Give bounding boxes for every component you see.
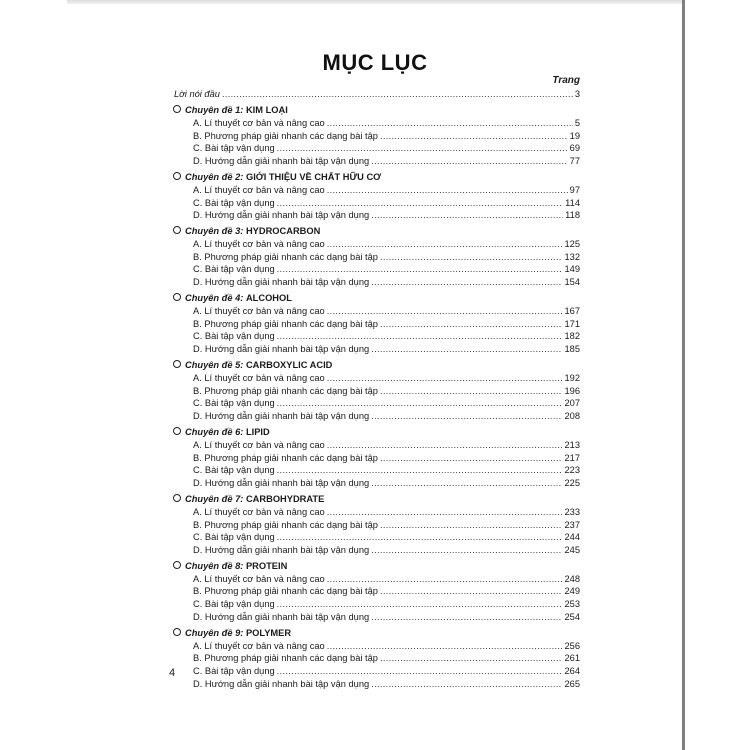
toc-entry-page: 149 bbox=[564, 264, 580, 275]
toc-entry-label: A. Lí thuyết cơ bản và nâng cao bbox=[193, 439, 325, 450]
toc-entry bbox=[173, 142, 580, 155]
leader-dots bbox=[371, 276, 562, 289]
toc-entry-page: 97 bbox=[569, 184, 580, 195]
circle-bullet-icon bbox=[173, 360, 181, 368]
circle-bullet-icon bbox=[173, 628, 181, 636]
toc-entry bbox=[173, 519, 580, 532]
toc-entry-page: 265 bbox=[564, 678, 580, 689]
leader-dots bbox=[371, 155, 567, 168]
leader-dots bbox=[371, 678, 562, 691]
leader-dots bbox=[380, 251, 563, 264]
toc-entry-label: C. Bài tập vận dụng bbox=[193, 532, 275, 543]
toc-entry-page: 237 bbox=[564, 519, 580, 530]
toc-entry-page: 77 bbox=[569, 155, 580, 166]
toc-entry-label: D. Hướng dẫn giải nhanh bài tập vận dụng bbox=[193, 155, 370, 166]
toc-entry bbox=[173, 652, 580, 665]
toc-entry bbox=[173, 506, 580, 519]
toc-entry-label: D. Hướng dẫn giải nhanh bài tập vận dụng bbox=[193, 344, 370, 355]
toc-entry bbox=[173, 197, 580, 210]
toc-entry bbox=[173, 385, 580, 398]
toc-entry-label: C. Bài tập vận dụng bbox=[193, 666, 275, 677]
page-top-shadow bbox=[67, 0, 683, 4]
toc-entry bbox=[173, 477, 580, 490]
toc-entry-page: 254 bbox=[564, 611, 580, 622]
toc-entry-page: 261 bbox=[564, 653, 580, 664]
toc-entry-label: B. Phương pháp giải nhanh các dạng bài tập bbox=[193, 385, 378, 396]
chapter-name: GIỚI THIỆU VỀ CHẤT HỮU CƠ bbox=[245, 171, 382, 182]
toc-entry-page: 244 bbox=[564, 532, 580, 543]
chapter-name: CARBOXYLIC ACID bbox=[245, 359, 333, 370]
leader-dots bbox=[327, 573, 563, 586]
toc-entry-label: B. Phương pháp giải nhanh các dạng bài tập bbox=[193, 318, 378, 329]
chapter-heading bbox=[173, 171, 580, 184]
toc-entry-label: A. Lí thuyết cơ bản và nâng cao bbox=[193, 506, 325, 517]
chapter-name: PROTEIN bbox=[245, 560, 288, 571]
toc-entry bbox=[173, 598, 580, 611]
toc-entry-page: 233 bbox=[564, 506, 580, 517]
toc-entry-page: 118 bbox=[565, 210, 580, 221]
leader-dots bbox=[380, 519, 563, 532]
toc-entry bbox=[173, 251, 580, 264]
toc-entry bbox=[173, 439, 580, 452]
toc-entry bbox=[173, 209, 580, 222]
toc-entry-label: Lời nói đầu bbox=[174, 89, 220, 99]
chapter-prefix: Chuyên đề 5: bbox=[185, 359, 244, 370]
toc-entry-page: 19 bbox=[569, 130, 580, 141]
toc-entry bbox=[173, 276, 580, 289]
toc-entry-label: C. Bài tập vận dụng bbox=[193, 264, 275, 275]
toc-entry-label: A. Lí thuyết cơ bản và nâng cao bbox=[193, 117, 325, 128]
toc-entry bbox=[173, 184, 580, 197]
toc-entry-label: B. Phương pháp giải nhanh các dạng bài tập bbox=[193, 653, 378, 664]
toc-entry-page: 182 bbox=[564, 331, 580, 342]
leader-dots bbox=[327, 184, 568, 197]
leader-dots bbox=[380, 452, 563, 465]
toc-entry-label: D. Hướng dẫn giải nhanh bài tập vận dụng bbox=[193, 210, 370, 221]
toc-entry-label: B. Phương pháp giải nhanh các dạng bài tập bbox=[193, 519, 378, 530]
toc-entry-label: D. Hướng dẫn giải nhanh bài tập vận dụng bbox=[193, 544, 370, 555]
circle-bullet-icon bbox=[173, 226, 181, 234]
page-right-edge bbox=[682, 0, 685, 750]
toc-entry-label: D. Hướng dẫn giải nhanh bài tập vận dụng bbox=[193, 678, 370, 689]
toc-entry-label: C. Bài tập vận dụng bbox=[193, 398, 275, 409]
chapter-heading bbox=[173, 493, 580, 506]
chapter-name: HYDROCARBON bbox=[245, 225, 321, 236]
chapter-heading bbox=[173, 292, 580, 305]
toc-entry bbox=[173, 330, 580, 343]
toc-entry bbox=[173, 678, 580, 691]
toc-entry-label: A. Lí thuyết cơ bản và nâng cao bbox=[193, 573, 325, 584]
toc-entry-label: A. Lí thuyết cơ bản và nâng cao bbox=[193, 184, 325, 195]
toc-entry-label: C. Bài tập vận dụng bbox=[193, 465, 275, 476]
leader-dots bbox=[277, 665, 563, 678]
leader-dots bbox=[277, 464, 563, 477]
leader-dots bbox=[371, 477, 562, 490]
toc-entry-page: 225 bbox=[564, 477, 580, 488]
circle-bullet-icon bbox=[173, 293, 181, 301]
toc-entry-label: D. Hướng dẫn giải nhanh bài tập vận dụng bbox=[193, 477, 370, 488]
toc-entry-page: 154 bbox=[564, 277, 580, 288]
toc-entry-page: 264 bbox=[564, 666, 580, 677]
toc-entry bbox=[173, 238, 580, 251]
chapter-prefix: Chuyên đề 9: bbox=[185, 627, 244, 638]
toc-entry-label: D. Hướng dẫn giải nhanh bài tập vận dụng bbox=[193, 411, 370, 421]
leader-dots bbox=[380, 318, 563, 331]
table-of-contents bbox=[173, 88, 580, 690]
toc-entry-page: 114 bbox=[565, 197, 580, 208]
chapter-heading bbox=[173, 560, 580, 573]
circle-bullet-icon bbox=[173, 561, 181, 569]
toc-entry-page: 213 bbox=[564, 439, 580, 450]
circle-bullet-icon bbox=[173, 427, 181, 435]
leader-dots bbox=[327, 506, 563, 519]
toc-entry-page: 125 bbox=[564, 239, 580, 250]
leader-dots bbox=[327, 640, 563, 653]
leader-dots bbox=[371, 544, 562, 557]
chapter-prefix: Chuyên đề 3: bbox=[185, 225, 244, 236]
toc-entry-page: 196 bbox=[564, 385, 580, 396]
leader-dots bbox=[371, 209, 563, 222]
leader-dots bbox=[277, 598, 563, 611]
chapter-prefix: Chuyên đề 4: bbox=[185, 292, 244, 303]
circle-bullet-icon bbox=[173, 105, 181, 113]
toc-entry-page: 3 bbox=[574, 89, 580, 99]
toc-entry-page: 69 bbox=[569, 143, 580, 154]
toc-entry bbox=[173, 611, 580, 624]
chapter-prefix: Chuyên đề 7: bbox=[185, 493, 244, 504]
toc-entry-label: B. Phương pháp giải nhanh các dạng bài tập bbox=[193, 452, 378, 463]
leader-dots bbox=[380, 130, 568, 143]
toc-entry bbox=[173, 410, 580, 423]
toc-entry bbox=[173, 452, 580, 465]
toc-entry bbox=[173, 573, 580, 586]
toc-entry bbox=[173, 263, 580, 276]
leader-dots bbox=[277, 263, 563, 276]
toc-entry-page: 167 bbox=[564, 306, 580, 316]
chapter-heading bbox=[173, 104, 580, 117]
circle-bullet-icon bbox=[173, 494, 181, 502]
chapter-heading bbox=[173, 426, 580, 439]
toc-entry bbox=[173, 585, 580, 598]
toc-entry-label: A. Lí thuyết cơ bản và nâng cao bbox=[193, 372, 325, 383]
toc-entry bbox=[173, 665, 580, 678]
circle-bullet-icon bbox=[173, 172, 181, 180]
toc-entry bbox=[173, 531, 580, 544]
leader-dots bbox=[380, 585, 563, 598]
leader-dots bbox=[371, 611, 562, 624]
chapter-prefix: Chuyên đề 8: bbox=[185, 560, 244, 571]
toc-entry-page: 217 bbox=[564, 452, 580, 463]
toc-entry-page: 185 bbox=[564, 344, 580, 355]
page-title: MỤC LỤC bbox=[322, 50, 428, 75]
leader-dots bbox=[277, 197, 564, 210]
toc-entry-label: C. Bài tập vận dụng bbox=[193, 197, 275, 208]
toc-entry-page: 192 bbox=[564, 372, 580, 383]
leader-dots bbox=[371, 410, 562, 423]
leader-dots bbox=[327, 372, 563, 385]
toc-entry-label: C. Bài tập vận dụng bbox=[193, 599, 275, 610]
toc-entry bbox=[173, 305, 580, 318]
toc-entry-page: 5 bbox=[574, 117, 580, 128]
toc-entry bbox=[173, 544, 580, 557]
chapter-name: ALCOHOL bbox=[245, 292, 292, 303]
toc-entry bbox=[173, 318, 580, 331]
leader-dots bbox=[277, 142, 568, 155]
chapter-name: KIM LOẠI bbox=[245, 104, 288, 115]
leader-dots bbox=[371, 343, 562, 356]
leader-dots bbox=[380, 652, 563, 665]
toc-entry-page: 256 bbox=[564, 640, 580, 651]
toc-entry-page: 207 bbox=[564, 398, 580, 409]
toc-entry-page: 132 bbox=[564, 251, 580, 262]
leader-dots bbox=[327, 238, 563, 251]
chapter-name: POLYMER bbox=[245, 627, 292, 638]
toc-entry bbox=[173, 372, 580, 385]
chapter-prefix: Chuyên đề 6: bbox=[185, 426, 244, 437]
toc-entry-label: A. Lí thuyết cơ bản và nâng cao bbox=[193, 640, 325, 651]
chapter-name: LIPID bbox=[245, 426, 270, 437]
leader-dots bbox=[380, 385, 563, 398]
toc-entry-label: A. Lí thuyết cơ bản và nâng cao bbox=[193, 239, 325, 250]
chapter-name: CARBOHYDRATE bbox=[245, 493, 325, 504]
chapter-heading bbox=[173, 225, 580, 238]
toc-entry-page: 223 bbox=[564, 465, 580, 476]
toc-entry bbox=[173, 117, 580, 130]
leader-dots bbox=[327, 439, 563, 452]
page-number: 4 bbox=[169, 667, 176, 679]
toc-entry-label: D. Hướng dẫn giải nhanh bài tập vận dụng bbox=[193, 611, 370, 622]
toc-entry-page: 248 bbox=[564, 573, 580, 584]
toc-entry-page: 253 bbox=[564, 599, 580, 610]
toc-entry-label: D. Hướng dẫn giải nhanh bài tập vận dụng bbox=[193, 277, 370, 288]
leader-dots bbox=[327, 305, 563, 318]
toc-entry bbox=[173, 640, 580, 653]
toc-entry-label: C. Bài tập vận dụng bbox=[193, 143, 275, 154]
toc-entry-label: B. Phương pháp giải nhanh các dạng bài tập bbox=[193, 586, 378, 597]
toc-entry-label: B. Phương pháp giải nhanh các dạng bài tập bbox=[193, 251, 378, 262]
toc-entry bbox=[173, 130, 580, 143]
chapter-prefix: Chuyên đề 1: bbox=[185, 104, 244, 115]
toc-entry bbox=[173, 464, 580, 477]
toc-entry-label: B. Phương pháp giải nhanh các dạng bài tập bbox=[193, 130, 378, 141]
toc-entry-page: 249 bbox=[564, 586, 580, 597]
leader-dots bbox=[277, 330, 563, 343]
leader-dots bbox=[222, 88, 573, 101]
toc-entry bbox=[173, 397, 580, 410]
leader-dots bbox=[277, 397, 563, 410]
toc-entry-page: 208 bbox=[564, 411, 580, 421]
toc-entry-label: A. Lí thuyết cơ bản và nâng cao bbox=[193, 306, 325, 316]
chapter-heading bbox=[173, 359, 580, 372]
toc-entry bbox=[173, 343, 580, 356]
toc-entry-page: 171 bbox=[564, 318, 580, 329]
leader-dots bbox=[327, 117, 573, 130]
page-column-label: Trang bbox=[552, 75, 580, 86]
chapter-heading bbox=[173, 627, 580, 640]
toc-entry-label: C. Bài tập vận dụng bbox=[193, 331, 275, 342]
leader-dots bbox=[277, 531, 563, 544]
toc-entry-page: 245 bbox=[564, 544, 580, 555]
toc-entry bbox=[173, 155, 580, 168]
toc-intro-row bbox=[173, 88, 580, 101]
chapter-prefix: Chuyên đề 2: bbox=[185, 171, 244, 182]
